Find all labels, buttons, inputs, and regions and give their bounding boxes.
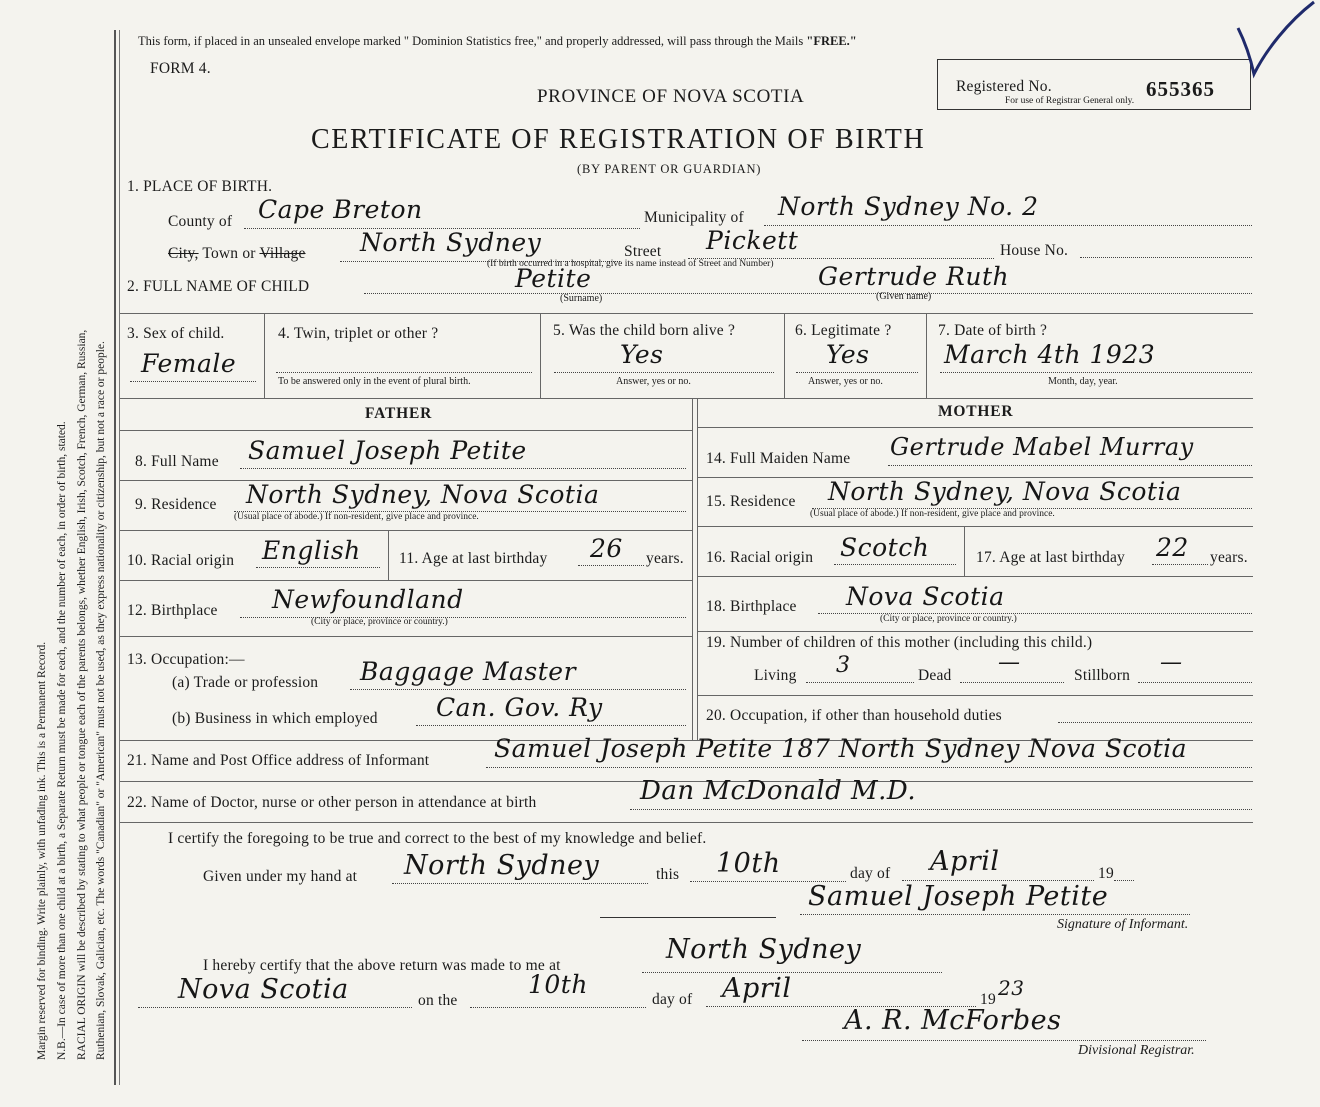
rule-parents-top — [120, 398, 1253, 399]
father-residence-label: 9. Residence — [135, 496, 217, 513]
postal-notice-text: This form, if placed in an unsealed envelope marked " Dominion Statistics free," and properly addressed, will pass through the Mails — [138, 34, 807, 48]
county-value: Cape Breton — [258, 195, 423, 224]
street-value: Pickett — [706, 226, 799, 255]
form-number: FORM 4. — [150, 60, 211, 77]
mother-living-line — [806, 682, 914, 683]
mother-birthplace-note: (City or place, province or country.) — [880, 614, 1017, 624]
legitimate-note: Answer, yes or no. — [808, 376, 883, 387]
mother-race-value: Scotch — [840, 533, 930, 562]
father-business-value: Can. Gov. Ry — [436, 693, 603, 722]
father-race-line — [256, 567, 380, 568]
mother-residence-label: 15. Residence — [706, 493, 796, 510]
child-surname-caption: (Surname) — [560, 293, 603, 304]
day-value: 10th — [716, 848, 781, 879]
mother-stillborn-label: Stillborn — [1074, 667, 1131, 684]
given-under-label: Given under my hand at — [203, 868, 358, 885]
father-trade-line — [350, 689, 686, 690]
month-value: April — [930, 846, 1000, 877]
mother-occupation-label: 20. Occupation, if other than household duties — [706, 707, 1002, 724]
county-label: County of — [168, 213, 233, 230]
given-place-value: North Sydney — [404, 850, 600, 881]
father-years-label: years. — [646, 550, 684, 567]
rule-row3-v2 — [540, 313, 541, 398]
alive-value: Yes — [620, 340, 664, 369]
year-line — [1114, 880, 1134, 881]
father-birthplace-value: Newfoundland — [272, 585, 464, 614]
dob-label: 7. Date of birth ? — [938, 322, 1048, 339]
binding-line — [114, 30, 116, 1085]
mother-name-label: 14. Full Maiden Name — [706, 450, 851, 467]
municipality-value: North Sydney No. 2 — [778, 192, 1039, 221]
mother-age-value: 22 — [1156, 533, 1189, 562]
registered-number-sublabel: For use of Registrar General only. — [1005, 96, 1135, 106]
margin-note-3: RACIAL ORIGIN will be described by stating to what people or tongue each of the parents belongs, whether English, Irish, Scotch, French, German, Russian, — [76, 329, 88, 1060]
rule-row3-v4 — [926, 313, 927, 398]
city-town-village-label — [168, 245, 306, 263]
alive-note: Answer, yes or no. — [616, 376, 691, 387]
father-race-label: 10. Racial origin — [127, 552, 235, 569]
alive-line — [554, 372, 774, 373]
rule-row3-v3 — [784, 313, 785, 398]
registered-number-box — [937, 59, 1251, 110]
informant-signature: Samuel Joseph Petite — [808, 881, 1109, 912]
father-age-line — [578, 565, 644, 566]
given-place-line — [392, 883, 648, 884]
reg-year-prefix: 19 — [980, 991, 996, 1008]
postal-notice — [138, 34, 857, 49]
certify-statement: I certify the foregoing to be true and correct to the best of my knowledge and belief. — [168, 830, 707, 847]
page-subtitle: (BY PARENT OR GUARDIAN) — [577, 162, 762, 176]
day-of-label: day of — [850, 865, 891, 882]
rule-row3-top — [120, 313, 1253, 314]
twin-label: 4. Twin, triplet or other ? — [278, 325, 439, 342]
child-given-value: Gertrude Ruth — [818, 262, 1010, 291]
rule-mother-5 — [697, 631, 1253, 632]
check-mark-icon — [1236, 0, 1316, 80]
rule-mother-3 — [697, 526, 1253, 527]
mother-dead-value: — — [998, 650, 1021, 675]
father-occupation-label: 13. Occupation:— — [127, 651, 245, 668]
city-label: City, — [168, 245, 199, 262]
father-birthplace-line — [240, 617, 686, 618]
father-trade-value: Baggage Master — [360, 657, 577, 686]
twin-line — [276, 372, 532, 373]
child-given-caption: (Given name) — [876, 291, 932, 302]
mother-residence-note: (Usual place of abode.) If non-resident, give place and province. — [810, 509, 1055, 519]
mother-age-line — [1152, 564, 1208, 565]
mother-years-label: years. — [1210, 549, 1248, 566]
sex-value: Female — [141, 349, 237, 378]
father-name-line — [240, 468, 686, 469]
year-prefix-label: 19 — [1098, 865, 1114, 882]
registered-number-value: 655365 — [1146, 77, 1215, 101]
house-number-line — [1080, 257, 1252, 258]
dob-value: March 4th 1923 — [944, 340, 1156, 369]
reg-day-value: 10th — [528, 970, 588, 999]
rule-doctor — [120, 822, 1253, 823]
mother-stillborn-line — [1138, 682, 1252, 683]
rule-father-4 — [120, 580, 692, 581]
mother-residence-value: North Sydney, Nova Scotia — [828, 477, 1182, 506]
mother-name-value: Gertrude Mabel Murray — [890, 433, 1194, 461]
doctor-line — [630, 809, 1252, 810]
father-race-value: English — [262, 536, 361, 565]
mother-birthplace-value: Nova Scotia — [846, 582, 1005, 611]
legitimate-line — [796, 372, 918, 373]
binding-line-inner — [119, 30, 120, 1085]
reg-month-value: April — [722, 973, 792, 1004]
dob-note: Month, day, year. — [1048, 376, 1118, 387]
signature-caption: Signature of Informant. — [1057, 917, 1189, 932]
reg-day-line — [470, 1007, 646, 1008]
registrar-caption: Divisional Registrar. — [1078, 1043, 1195, 1058]
margin-note-1: Margin reserved for binding. Write plainly, with unfading ink. This is a Permanent Record. — [36, 641, 48, 1060]
registrar-province-value: Nova Scotia — [178, 974, 349, 1005]
mother-living-label: Living — [754, 667, 797, 684]
registered-number-label: Registered No. — [956, 78, 1052, 95]
informant-label: 21. Name and Post Office address of Informant — [127, 752, 430, 769]
this-label: this — [656, 866, 680, 883]
alive-label: 5. Was the child born alive ? — [553, 322, 736, 339]
rule-mother-race-divider — [964, 526, 965, 576]
informant-value: Samuel Joseph Petite 187 North Sydney Nova Scotia — [494, 734, 1188, 763]
registrar-statement: I hereby certify that the above return was made to me at — [203, 957, 561, 974]
registrar-signature: A. R. McForbes — [844, 1005, 1062, 1036]
registrar-place-line — [642, 972, 942, 973]
municipality-line — [764, 225, 1252, 226]
registrar-signature-line — [802, 1040, 1206, 1041]
twin-note: To be answered only in the event of plural birth. — [278, 376, 471, 387]
street-label: Street — [624, 243, 662, 260]
signature-line — [800, 914, 1190, 915]
child-name-line — [364, 293, 1252, 294]
doctor-value: Dan McDonald M.D. — [640, 776, 917, 806]
father-business-line — [416, 725, 686, 726]
mother-occupation-line — [1058, 722, 1252, 723]
rule-parents-divider-2 — [697, 398, 698, 740]
signature-short-line — [600, 917, 776, 918]
rule-row3-v1 — [264, 313, 265, 398]
father-trade-label: (a) Trade or profession — [172, 674, 319, 691]
father-age-label: 11. Age at last birthday — [399, 550, 548, 567]
house-number-label: House No. — [1000, 242, 1069, 259]
father-residence-note: (Usual place of abode.) If non-resident, give place and province. — [234, 512, 479, 522]
town-value: North Sydney — [360, 228, 542, 257]
father-business-label: (b) Business in which employed — [172, 710, 378, 727]
legitimate-label: 6. Legitimate ? — [795, 322, 892, 339]
village-label: Village — [259, 245, 306, 262]
mother-age-label: 17. Age at last birthday — [976, 549, 1126, 566]
page-title: CERTIFICATE OF REGISTRATION OF BIRTH — [311, 124, 926, 155]
town-label: Town or — [202, 245, 256, 262]
sex-line — [130, 381, 256, 382]
registrar-place-value: North Sydney — [666, 934, 862, 965]
rule-mother-6 — [697, 695, 1253, 696]
on-the-label: on the — [418, 992, 458, 1009]
hospital-note: (If birth occurred in a hospital, give its name instead of Street and Number) — [487, 259, 774, 269]
father-name-value: Samuel Joseph Petite — [248, 436, 527, 465]
father-birthplace-label: 12. Birthplace — [127, 602, 218, 619]
mother-children-label: 19. Number of children of this mother (including this child.) — [706, 634, 1093, 651]
rule-father-5 — [120, 636, 692, 637]
province-heading: PROVINCE OF NOVA SCOTIA — [537, 86, 805, 107]
rule-mother-1 — [697, 427, 1253, 428]
reg-year-suffix: 23 — [998, 976, 1025, 1000]
dob-line — [940, 372, 1252, 373]
mother-race-label: 16. Racial origin — [706, 549, 814, 566]
legitimate-value: Yes — [826, 340, 870, 369]
rule-father-race-divider — [388, 530, 389, 580]
mother-heading: MOTHER — [938, 403, 1014, 420]
mother-name-line — [888, 465, 1252, 466]
reg-day-of-label: day of — [652, 991, 693, 1008]
mother-birthplace-label: 18. Birthplace — [706, 598, 797, 615]
rule-mother-4 — [697, 576, 1253, 577]
margin-note-4: Ruthenian, Slovak, Galician, etc. The words "Canadian" or "American" must not be used, as they express nationality or citizenship, but not a race or people. — [95, 341, 107, 1060]
registrar-province-line — [138, 1007, 412, 1008]
rule-father-3 — [120, 530, 692, 531]
sex-label: 3. Sex of child. — [127, 325, 225, 342]
father-age-value: 26 — [590, 534, 623, 563]
margin-note-2: N.B.—In case of more than one child at a birth, a Separate Return must be made for each, and the number of each, in order of birth, stated. — [56, 421, 68, 1060]
mother-dead-label: Dead — [918, 667, 952, 684]
father-heading: FATHER — [365, 405, 433, 422]
place-of-birth-heading: 1. PLACE OF BIRTH. — [127, 178, 273, 195]
doctor-label: 22. Name of Doctor, nurse or other person in attendance at birth — [127, 794, 537, 811]
mother-stillborn-value: — — [1160, 650, 1183, 675]
informant-line — [486, 767, 1252, 768]
municipality-label: Municipality of — [644, 209, 744, 226]
rule-parents-divider — [692, 398, 693, 740]
father-name-label: 8. Full Name — [135, 453, 219, 470]
mother-dead-line — [960, 682, 1064, 683]
father-residence-value: North Sydney, Nova Scotia — [246, 480, 600, 509]
mother-living-value: 3 — [836, 653, 851, 678]
mother-race-line — [834, 564, 956, 565]
rule-father-1 — [120, 430, 692, 431]
father-birthplace-note: (City or place, province or country.) — [311, 617, 448, 627]
child-surname-value: Petite — [515, 264, 592, 293]
postal-notice-free: "FREE." — [806, 34, 857, 48]
child-name-label: 2. FULL NAME OF CHILD — [127, 278, 310, 295]
